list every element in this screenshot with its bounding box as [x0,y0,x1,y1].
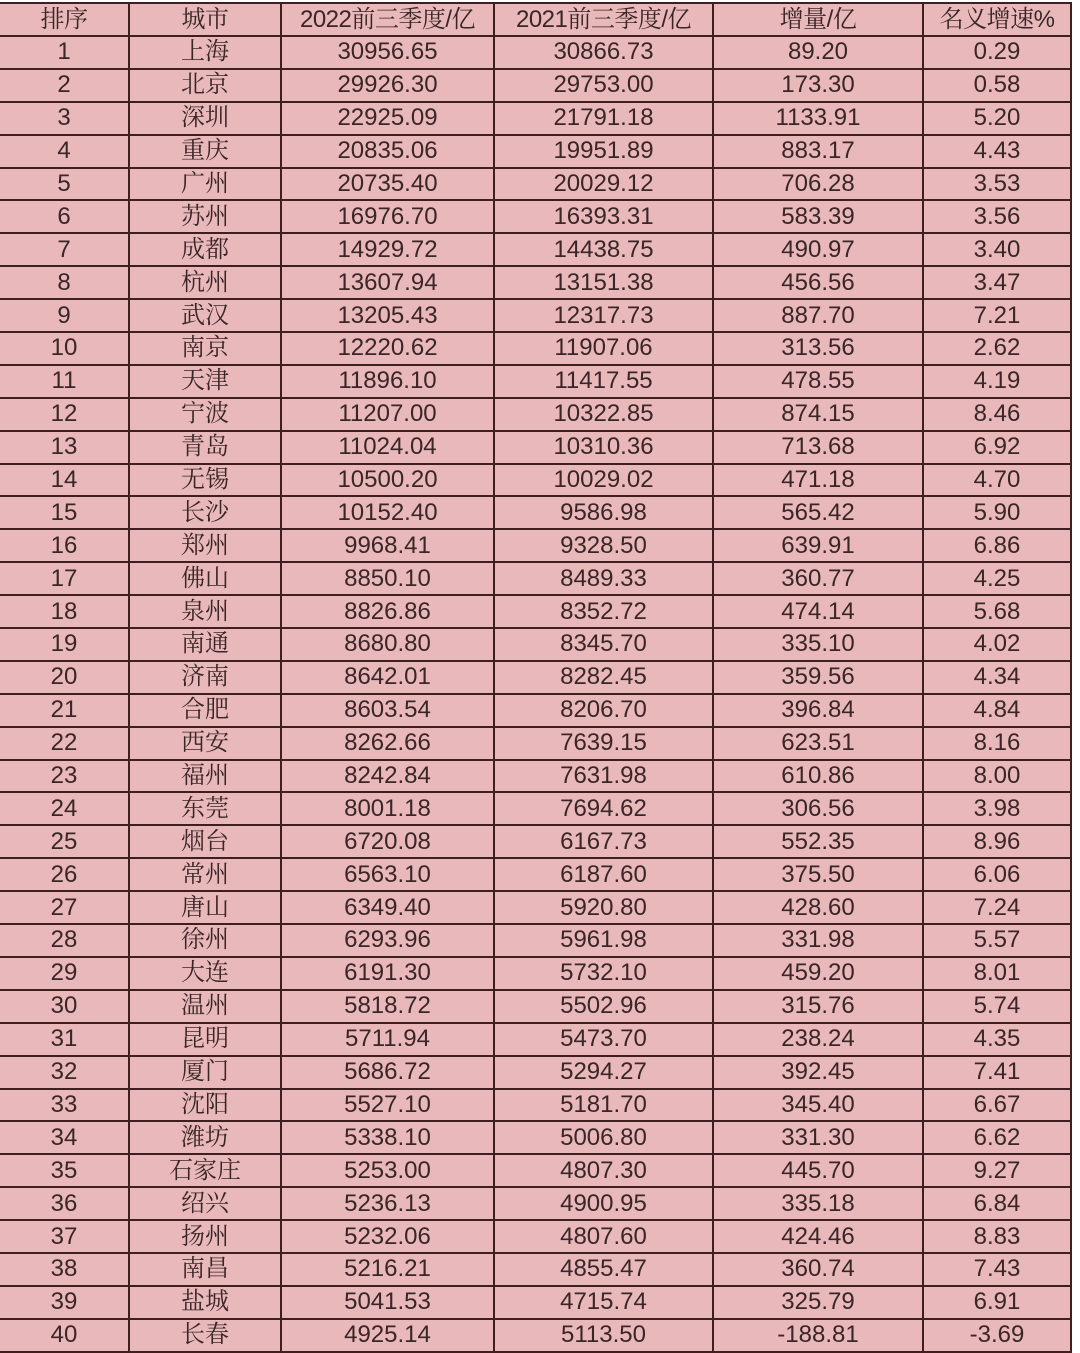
cell-rank: 19 [0,628,129,661]
cell-gdp-2022-q1-q3: 11896.10 [281,365,494,398]
table-row [0,694,1071,727]
cell-gdp-2021-q1-q3: 20029.12 [494,168,713,201]
cell-nominal-growth: 3.40 [923,233,1071,266]
cell-city: 烟台 [129,825,281,858]
cell-nominal-growth: 4.19 [923,365,1071,398]
cell-nominal-growth: 5.57 [923,924,1071,957]
cell-nominal-growth: 8.96 [923,825,1071,858]
table-row [0,299,1071,332]
cell-city: 沈阳 [129,1089,281,1122]
cell-increase: 335.10 [713,628,923,661]
cell-rank: 15 [0,496,129,529]
cell-city: 厦门 [129,1056,281,1089]
cell-gdp-2021-q1-q3: 5473.70 [494,1023,713,1056]
table-row [0,760,1071,793]
cell-rank: 33 [0,1089,129,1122]
table-row [0,825,1071,858]
cell-city: 郑州 [129,529,281,562]
cell-increase: 238.24 [713,1023,923,1056]
cell-rank: 34 [0,1121,129,1154]
cell-gdp-2022-q1-q3: 11024.04 [281,431,494,464]
gdp-ranking-table [0,2,1072,1353]
table-row [0,69,1071,102]
cell-increase: 610.86 [713,760,923,793]
cell-gdp-2021-q1-q3: 8206.70 [494,694,713,727]
cell-rank: 27 [0,891,129,924]
cell-city: 南京 [129,332,281,365]
cell-gdp-2021-q1-q3: 5113.50 [494,1319,713,1352]
cell-increase: 456.56 [713,266,923,299]
cell-city: 南昌 [129,1253,281,1286]
cell-city: 绍兴 [129,1187,281,1220]
cell-rank: 32 [0,1056,129,1089]
table-row [0,628,1071,661]
cell-nominal-growth: 6.06 [923,858,1071,891]
cell-increase: 471.18 [713,464,923,497]
cell-nominal-growth: 6.92 [923,431,1071,464]
cell-gdp-2021-q1-q3: 7631.98 [494,760,713,793]
table-row [0,1089,1071,1122]
cell-rank: 1 [0,36,129,69]
table-row [0,1220,1071,1253]
table-row [0,135,1071,168]
cell-gdp-2021-q1-q3: 7694.62 [494,792,713,825]
cell-city: 大连 [129,957,281,990]
cell-city: 南通 [129,628,281,661]
cell-city: 深圳 [129,102,281,135]
cell-rank: 35 [0,1154,129,1187]
cell-gdp-2021-q1-q3: 4715.74 [494,1286,713,1319]
cell-gdp-2021-q1-q3: 5961.98 [494,924,713,957]
cell-gdp-2022-q1-q3: 6720.08 [281,825,494,858]
cell-nominal-growth: 2.62 [923,332,1071,365]
cell-increase: 396.84 [713,694,923,727]
cell-increase: 306.56 [713,792,923,825]
table-row [0,365,1071,398]
cell-nominal-growth: 4.34 [923,661,1071,694]
cell-increase: 445.70 [713,1154,923,1187]
table-row [0,1253,1071,1286]
cell-increase: 331.30 [713,1121,923,1154]
cell-increase: 874.15 [713,398,923,431]
cell-nominal-growth: 3.98 [923,792,1071,825]
cell-gdp-2022-q1-q3: 10152.40 [281,496,494,529]
cell-rank: 2 [0,69,129,102]
cell-increase: 490.97 [713,233,923,266]
cell-gdp-2022-q1-q3: 5527.10 [281,1089,494,1122]
table-row [0,36,1071,69]
cell-city: 重庆 [129,135,281,168]
cell-rank: 4 [0,135,129,168]
cell-rank: 13 [0,431,129,464]
table-row [0,1154,1071,1187]
table-row [0,1121,1071,1154]
cell-rank: 24 [0,792,129,825]
cell-nominal-growth: 4.25 [923,562,1071,595]
cell-city: 北京 [129,69,281,102]
column-header-city: 城市 [129,3,281,36]
cell-gdp-2022-q1-q3: 13205.43 [281,299,494,332]
cell-gdp-2021-q1-q3: 6167.73 [494,825,713,858]
cell-nominal-growth: 4.02 [923,628,1071,661]
table-row [0,891,1071,924]
cell-city: 长沙 [129,496,281,529]
table-row [0,1187,1071,1220]
column-header-rank: 排序 [0,3,129,36]
cell-nominal-growth: 6.62 [923,1121,1071,1154]
header-row [0,3,1071,36]
cell-city: 济南 [129,661,281,694]
cell-increase: 375.50 [713,858,923,891]
cell-increase: 713.68 [713,431,923,464]
column-header-gdp-2021-q1-q3: 2021前三季度/亿 [494,3,713,36]
cell-gdp-2022-q1-q3: 5216.21 [281,1253,494,1286]
cell-city: 宁波 [129,398,281,431]
cell-city: 广州 [129,168,281,201]
cell-rank: 38 [0,1253,129,1286]
cell-nominal-growth: -3.69 [923,1319,1071,1352]
cell-gdp-2022-q1-q3: 8680.80 [281,628,494,661]
cell-gdp-2022-q1-q3: 12220.62 [281,332,494,365]
table-row [0,661,1071,694]
cell-nominal-growth: 5.90 [923,496,1071,529]
cell-increase: 359.56 [713,661,923,694]
cell-gdp-2021-q1-q3: 10310.36 [494,431,713,464]
cell-increase: 883.17 [713,135,923,168]
cell-city: 扬州 [129,1220,281,1253]
cell-rank: 8 [0,266,129,299]
cell-nominal-growth: 0.29 [923,36,1071,69]
cell-city: 温州 [129,990,281,1023]
cell-gdp-2021-q1-q3: 30866.73 [494,36,713,69]
cell-rank: 22 [0,727,129,760]
cell-city: 佛山 [129,562,281,595]
cell-gdp-2022-q1-q3: 5041.53 [281,1286,494,1319]
cell-increase: 335.18 [713,1187,923,1220]
cell-gdp-2022-q1-q3: 6293.96 [281,924,494,957]
cell-increase: 345.40 [713,1089,923,1122]
cell-rank: 30 [0,990,129,1023]
cell-gdp-2021-q1-q3: 14438.75 [494,233,713,266]
cell-gdp-2021-q1-q3: 5181.70 [494,1089,713,1122]
cell-city: 杭州 [129,266,281,299]
cell-city: 东莞 [129,792,281,825]
cell-gdp-2022-q1-q3: 29926.30 [281,69,494,102]
cell-gdp-2021-q1-q3: 8282.45 [494,661,713,694]
cell-city: 武汉 [129,299,281,332]
cell-city: 成都 [129,233,281,266]
cell-gdp-2022-q1-q3: 5711.94 [281,1023,494,1056]
cell-nominal-growth: 4.84 [923,694,1071,727]
cell-increase: 428.60 [713,891,923,924]
cell-nominal-growth: 7.24 [923,891,1071,924]
cell-gdp-2021-q1-q3: 13151.38 [494,266,713,299]
table-row [0,332,1071,365]
cell-increase: 887.70 [713,299,923,332]
cell-gdp-2021-q1-q3: 5732.10 [494,957,713,990]
column-header-nominal-growth: 名义增速% [923,3,1071,36]
table-row [0,562,1071,595]
cell-gdp-2021-q1-q3: 4900.95 [494,1187,713,1220]
cell-gdp-2022-q1-q3: 22925.09 [281,102,494,135]
table-row [0,464,1071,497]
cell-gdp-2021-q1-q3: 19951.89 [494,135,713,168]
cell-gdp-2022-q1-q3: 9968.41 [281,529,494,562]
cell-city: 徐州 [129,924,281,957]
cell-gdp-2022-q1-q3: 8001.18 [281,792,494,825]
cell-nominal-growth: 8.16 [923,727,1071,760]
cell-gdp-2022-q1-q3: 5236.13 [281,1187,494,1220]
cell-gdp-2022-q1-q3: 8850.10 [281,562,494,595]
cell-gdp-2022-q1-q3: 11207.00 [281,398,494,431]
cell-gdp-2021-q1-q3: 9328.50 [494,529,713,562]
cell-rank: 17 [0,562,129,595]
cell-increase: 360.77 [713,562,923,595]
cell-rank: 5 [0,168,129,201]
cell-city: 昆明 [129,1023,281,1056]
cell-gdp-2022-q1-q3: 6349.40 [281,891,494,924]
cell-gdp-2022-q1-q3: 6563.10 [281,858,494,891]
cell-increase: 706.28 [713,168,923,201]
table-row [0,1319,1071,1352]
cell-nominal-growth: 5.74 [923,990,1071,1023]
cell-gdp-2021-q1-q3: 10029.02 [494,464,713,497]
cell-nominal-growth: 3.53 [923,168,1071,201]
cell-gdp-2022-q1-q3: 10500.20 [281,464,494,497]
cell-increase: 474.14 [713,595,923,628]
cell-nominal-growth: 6.86 [923,529,1071,562]
cell-increase: 459.20 [713,957,923,990]
cell-rank: 36 [0,1187,129,1220]
cell-nominal-growth: 6.84 [923,1187,1071,1220]
cell-city: 泉州 [129,595,281,628]
cell-rank: 23 [0,760,129,793]
cell-nominal-growth: 7.21 [923,299,1071,332]
cell-gdp-2022-q1-q3: 4925.14 [281,1319,494,1352]
cell-gdp-2022-q1-q3: 14929.72 [281,233,494,266]
table-row [0,858,1071,891]
cell-gdp-2021-q1-q3: 5920.80 [494,891,713,924]
table-row [0,1056,1071,1089]
cell-nominal-growth: 8.46 [923,398,1071,431]
table-row [0,792,1071,825]
cell-nominal-growth: 7.43 [923,1253,1071,1286]
cell-increase: 552.35 [713,825,923,858]
table-row [0,233,1071,266]
cell-increase: 424.46 [713,1220,923,1253]
cell-city: 石家庄 [129,1154,281,1187]
cell-gdp-2021-q1-q3: 8489.33 [494,562,713,595]
cell-gdp-2022-q1-q3: 8603.54 [281,694,494,727]
column-header-increase: 增量/亿 [713,3,923,36]
cell-rank: 11 [0,365,129,398]
cell-increase: 313.56 [713,332,923,365]
cell-increase: 623.51 [713,727,923,760]
cell-rank: 14 [0,464,129,497]
cell-rank: 40 [0,1319,129,1352]
cell-nominal-growth: 5.68 [923,595,1071,628]
cell-rank: 31 [0,1023,129,1056]
cell-gdp-2022-q1-q3: 5253.00 [281,1154,494,1187]
cell-rank: 28 [0,924,129,957]
cell-increase: -188.81 [713,1319,923,1352]
cell-nominal-growth: 3.56 [923,200,1071,233]
cell-increase: 325.79 [713,1286,923,1319]
cell-increase: 565.42 [713,496,923,529]
cell-city: 苏州 [129,200,281,233]
cell-nominal-growth: 7.41 [923,1056,1071,1089]
cell-gdp-2021-q1-q3: 12317.73 [494,299,713,332]
cell-nominal-growth: 8.00 [923,760,1071,793]
cell-nominal-growth: 5.20 [923,102,1071,135]
cell-gdp-2022-q1-q3: 30956.65 [281,36,494,69]
cell-gdp-2021-q1-q3: 10322.85 [494,398,713,431]
cell-nominal-growth: 3.47 [923,266,1071,299]
table-row [0,529,1071,562]
cell-nominal-growth: 6.67 [923,1089,1071,1122]
cell-rank: 9 [0,299,129,332]
cell-city: 潍坊 [129,1121,281,1154]
cell-city: 无锡 [129,464,281,497]
table-row [0,398,1071,431]
cell-city: 合肥 [129,694,281,727]
cell-rank: 29 [0,957,129,990]
cell-rank: 25 [0,825,129,858]
cell-gdp-2021-q1-q3: 4807.30 [494,1154,713,1187]
cell-rank: 3 [0,102,129,135]
cell-city: 盐城 [129,1286,281,1319]
cell-increase: 360.74 [713,1253,923,1286]
cell-gdp-2022-q1-q3: 8262.66 [281,727,494,760]
cell-increase: 173.30 [713,69,923,102]
cell-city: 上海 [129,36,281,69]
cell-rank: 18 [0,595,129,628]
cell-city: 长春 [129,1319,281,1352]
cell-increase: 89.20 [713,36,923,69]
cell-rank: 6 [0,200,129,233]
cell-gdp-2021-q1-q3: 8352.72 [494,595,713,628]
table-row [0,595,1071,628]
cell-gdp-2021-q1-q3: 6187.60 [494,858,713,891]
cell-increase: 478.55 [713,365,923,398]
cell-gdp-2022-q1-q3: 20835.06 [281,135,494,168]
table-row [0,496,1071,529]
table-row [0,200,1071,233]
cell-increase: 315.76 [713,990,923,1023]
cell-gdp-2021-q1-q3: 11907.06 [494,332,713,365]
cell-gdp-2021-q1-q3: 5502.96 [494,990,713,1023]
cell-increase: 331.98 [713,924,923,957]
cell-rank: 20 [0,661,129,694]
cell-rank: 21 [0,694,129,727]
cell-city: 唐山 [129,891,281,924]
cell-rank: 12 [0,398,129,431]
cell-rank: 7 [0,233,129,266]
column-header-gdp-2022-q1-q3: 2022前三季度/亿 [281,3,494,36]
cell-gdp-2021-q1-q3: 5006.80 [494,1121,713,1154]
table-row [0,102,1071,135]
cell-increase: 639.91 [713,529,923,562]
table-row [0,1286,1071,1319]
cell-city: 天津 [129,365,281,398]
cell-rank: 37 [0,1220,129,1253]
cell-nominal-growth: 9.27 [923,1154,1071,1187]
cell-gdp-2022-q1-q3: 5686.72 [281,1056,494,1089]
cell-gdp-2022-q1-q3: 8642.01 [281,661,494,694]
cell-gdp-2021-q1-q3: 4807.60 [494,1220,713,1253]
cell-nominal-growth: 8.83 [923,1220,1071,1253]
cell-nominal-growth: 8.01 [923,957,1071,990]
cell-rank: 39 [0,1286,129,1319]
cell-increase: 1133.91 [713,102,923,135]
cell-nominal-growth: 6.91 [923,1286,1071,1319]
table-row [0,1023,1071,1056]
table-row [0,957,1071,990]
cell-city: 福州 [129,760,281,793]
cell-nominal-growth: 4.35 [923,1023,1071,1056]
cell-gdp-2021-q1-q3: 9586.98 [494,496,713,529]
cell-gdp-2022-q1-q3: 5818.72 [281,990,494,1023]
table-row [0,168,1071,201]
table-row [0,990,1071,1023]
cell-gdp-2021-q1-q3: 29753.00 [494,69,713,102]
table-row [0,924,1071,957]
cell-gdp-2022-q1-q3: 8826.86 [281,595,494,628]
cell-gdp-2021-q1-q3: 11417.55 [494,365,713,398]
table-row [0,431,1071,464]
cell-gdp-2021-q1-q3: 8345.70 [494,628,713,661]
cell-gdp-2021-q1-q3: 4855.47 [494,1253,713,1286]
cell-nominal-growth: 4.70 [923,464,1071,497]
cell-rank: 10 [0,332,129,365]
cell-nominal-growth: 0.58 [923,69,1071,102]
cell-gdp-2022-q1-q3: 8242.84 [281,760,494,793]
cell-gdp-2021-q1-q3: 16393.31 [494,200,713,233]
cell-gdp-2022-q1-q3: 5232.06 [281,1220,494,1253]
table-row [0,727,1071,760]
table-row [0,266,1071,299]
cell-gdp-2021-q1-q3: 5294.27 [494,1056,713,1089]
cell-city: 西安 [129,727,281,760]
cell-increase: 583.39 [713,200,923,233]
cell-increase: 392.45 [713,1056,923,1089]
cell-city: 青岛 [129,431,281,464]
cell-gdp-2022-q1-q3: 20735.40 [281,168,494,201]
cell-gdp-2021-q1-q3: 21791.18 [494,102,713,135]
cell-gdp-2021-q1-q3: 7639.15 [494,727,713,760]
cell-gdp-2022-q1-q3: 16976.70 [281,200,494,233]
cell-gdp-2022-q1-q3: 13607.94 [281,266,494,299]
cell-gdp-2022-q1-q3: 6191.30 [281,957,494,990]
cell-nominal-growth: 4.43 [923,135,1071,168]
cell-city: 常州 [129,858,281,891]
cell-gdp-2022-q1-q3: 5338.10 [281,1121,494,1154]
cell-rank: 16 [0,529,129,562]
cell-rank: 26 [0,858,129,891]
